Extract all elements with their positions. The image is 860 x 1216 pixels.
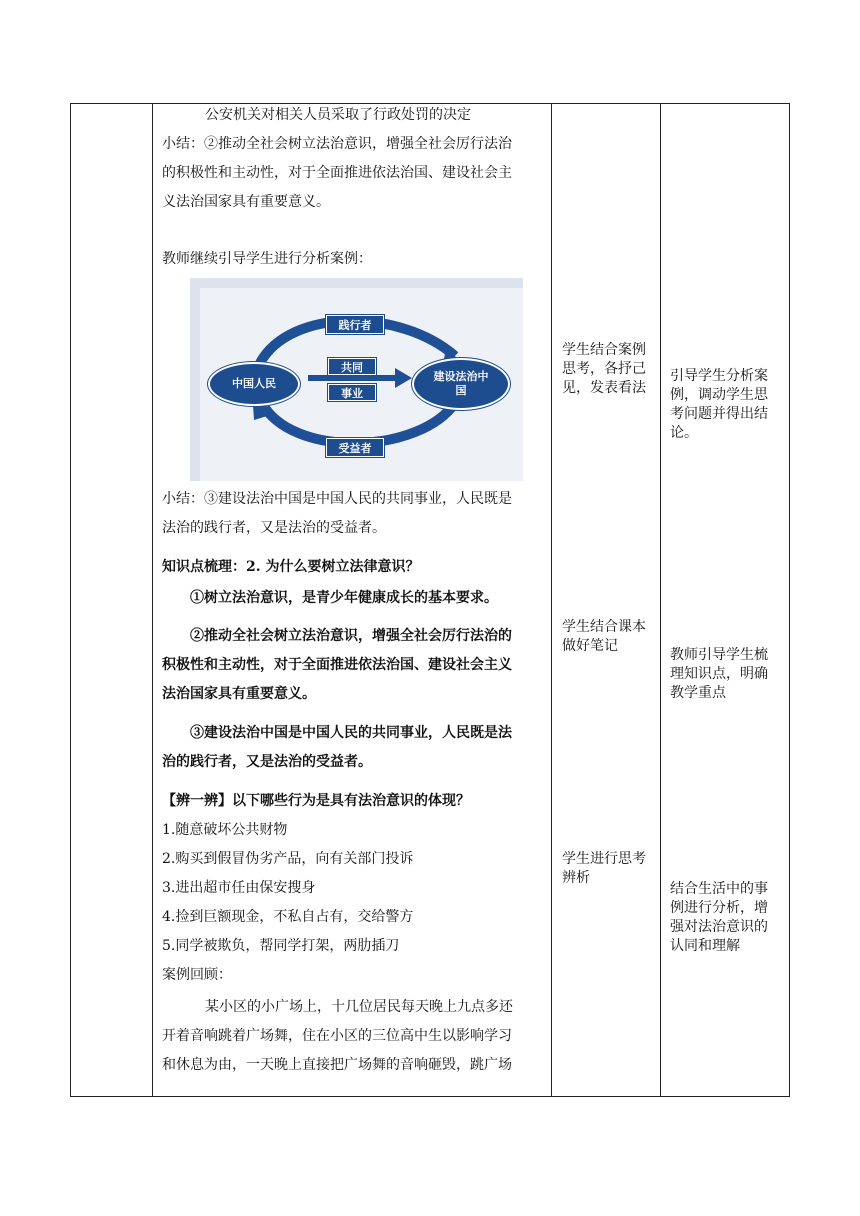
- case-review-label: 案例回顾：: [162, 967, 232, 983]
- list-item: 1.随意破坏公共财物: [162, 822, 288, 838]
- text-line: 见，发表看法: [562, 380, 646, 396]
- text-line: 学生结合案例: [562, 342, 646, 358]
- summary-3-line: 小结：③建设法治中国是中国人民的共同事业，人民既是: [162, 491, 512, 507]
- list-item: 3.进出超市任由保安搜身: [162, 880, 316, 896]
- node-rule-of-law-china: [412, 358, 510, 410]
- text-line: 结合生活中的事: [670, 881, 768, 897]
- tag-common: 共同: [328, 358, 376, 375]
- text-line: 例进行分析，增: [670, 900, 768, 916]
- summary-2-line: 小结：②推动全社会树立法治意识，增强全社会厉行法治: [162, 136, 512, 152]
- column-divider: [660, 103, 661, 1097]
- text-line: 考问题并得出结: [670, 406, 768, 422]
- node-chinese-people: 中国人民: [208, 362, 300, 406]
- case-text: 和休息为由，一天晚上直接把广场舞的音响砸毁，跳广场: [162, 1057, 512, 1073]
- text-line: 做好笔记: [562, 638, 618, 654]
- knowledge-point: 法治国家具有重要意义。: [162, 686, 316, 702]
- knowledge-point: 治的践行者，又是法治的受益者。: [162, 754, 372, 770]
- text-line: 例，调动学生思: [670, 387, 768, 403]
- column-divider: [152, 103, 153, 1097]
- knowledge-heading: 知识点梳理：2. 为什么要树立法律意识？: [162, 559, 420, 575]
- summary-3-line: 法治的践行者，又是法治的受益者。: [162, 520, 386, 536]
- case-text: 某小区的小广场上，十几位居民每天晚上九点多还: [205, 999, 513, 1015]
- rule-of-law-diagram: [190, 278, 523, 481]
- knowledge-point: ③建设法治中国是中国人民的共同事业，人民既是法: [190, 725, 512, 741]
- text-line: 教师引导学生梳: [670, 647, 768, 663]
- list-item: 2.购买到假冒伪劣产品，向有关部门投诉: [162, 851, 414, 867]
- text-line: 强对法治意识的: [670, 919, 768, 935]
- tag-cause: 事业: [328, 384, 376, 401]
- summary-2-line: 义法治国家具有重要意义。: [162, 194, 330, 210]
- list-item: 4.捡到巨额现金，不私自占有，交给警方: [162, 909, 414, 925]
- node-label: 建设法治中: [433, 370, 489, 383]
- discern-heading: 【辨一辨】以下哪些行为是具有法治意识的体现？: [162, 793, 470, 809]
- student-activity-1: [562, 341, 646, 398]
- knowledge-point: 积极性和主动性，对于全面推进依法治国、建设社会主义: [162, 657, 512, 673]
- list-item: 5.同学被欺负，帮同学打架，两肋插刀: [162, 938, 400, 954]
- text-line: 认同和理解: [670, 938, 740, 954]
- tag-practitioner: 践行者: [326, 315, 384, 334]
- column-divider: [551, 103, 552, 1097]
- text-line: 论。: [670, 425, 698, 441]
- design-intent-2: [670, 646, 768, 703]
- text-line: 教学重点: [670, 685, 726, 701]
- knowledge-point: ①树立法治意识，是青少年健康成长的基本要求。: [190, 590, 498, 606]
- text-line: 思考，各抒己: [562, 361, 646, 377]
- knowledge-point: ②推动全社会树立法治意识，增强全社会厉行法治的: [190, 628, 512, 644]
- text-line: 引导学生分析案: [670, 368, 768, 384]
- design-intent-1: [670, 367, 768, 443]
- text-line: 辨析: [562, 870, 590, 886]
- design-intent-3: [670, 880, 768, 956]
- text-line: 学生进行思考: [562, 851, 646, 867]
- text-line: 理知识点，明确: [670, 666, 768, 682]
- node-label: 国: [455, 384, 467, 397]
- student-activity-3: [562, 850, 646, 888]
- text-line: 学生结合课本: [562, 619, 646, 635]
- teacher-guidance: 教师继续引导学生进行分析案例：: [162, 251, 372, 267]
- case-text: 开着音响跳着广场舞，住在小区的三位高中生以影响学习: [162, 1028, 512, 1044]
- summary-2-line: 的积极性和主动性，对于全面推进依法治国、建设社会主: [162, 165, 512, 181]
- text-line: 公安机关对相关人员采取了行政处罚的决定: [205, 107, 471, 123]
- student-activity-2: [562, 618, 646, 656]
- tag-beneficiary: 受益者: [326, 438, 384, 457]
